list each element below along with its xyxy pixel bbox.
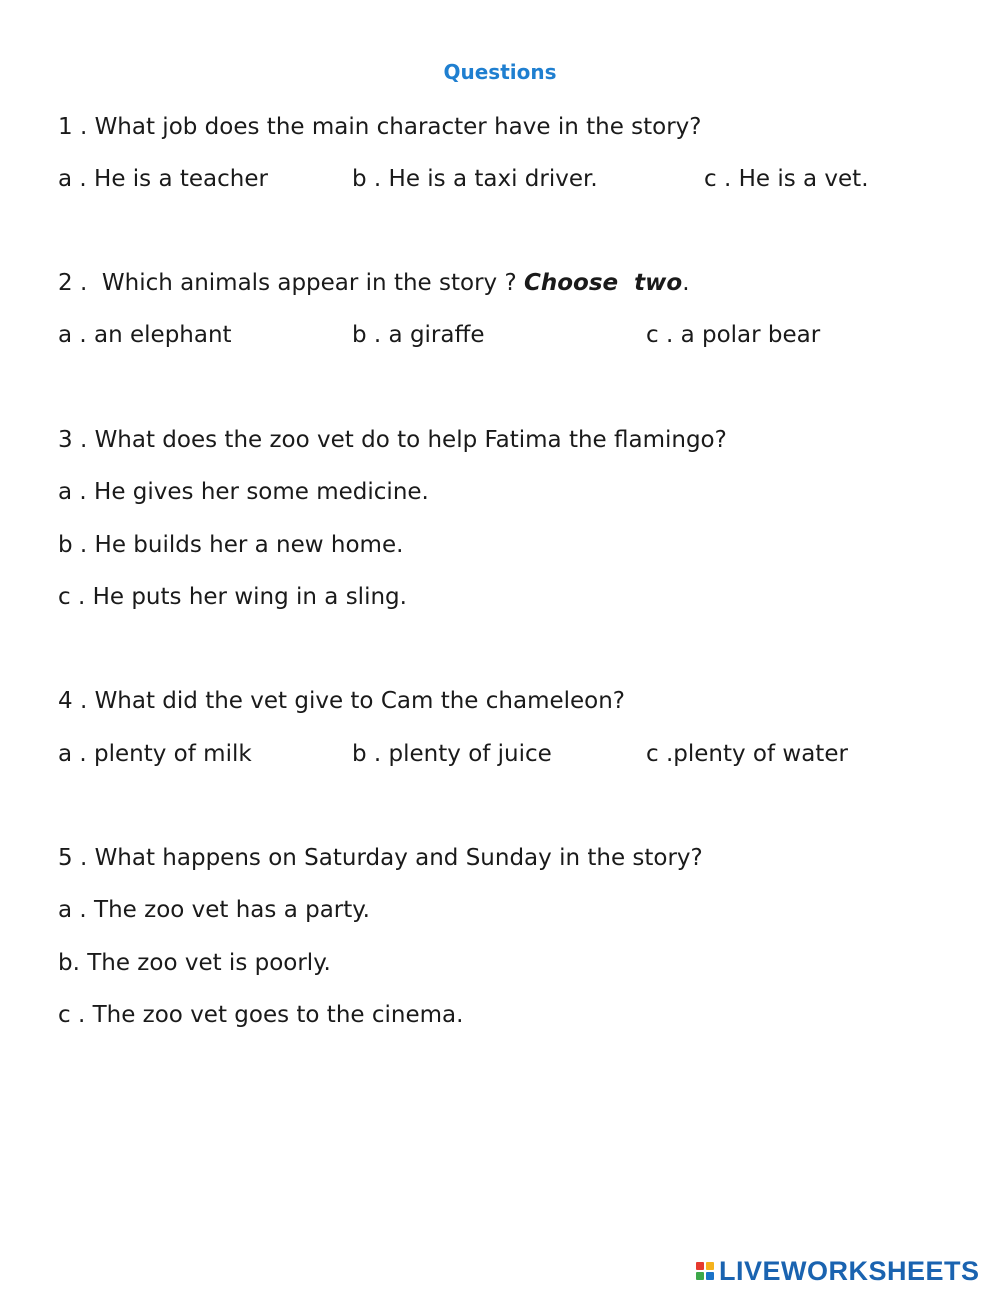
logo-block-red [696, 1262, 704, 1270]
question-2-option-c[interactable]: c . a polar bear [646, 322, 821, 348]
question-3-option-a[interactable]: a . He gives her some medicine. [58, 479, 429, 505]
question-2-text-main: 2 . Which animals appear in the story ? [58, 270, 524, 296]
logo-text: LIVEWORKSHEETS [719, 1255, 980, 1286]
question-5-option-c[interactable]: c . The zoo vet goes to the cinema. [58, 1002, 464, 1028]
liveworksheets-logo [696, 1254, 980, 1288]
question-4-option-c[interactable]: c .plenty of water [646, 741, 848, 767]
question-2-text [58, 268, 690, 298]
logo-block-yellow [706, 1262, 714, 1270]
question-1-option-b[interactable]: b . He is a taxi driver. [352, 166, 598, 192]
question-4-option-a[interactable]: a . plenty of milk [58, 741, 252, 767]
question-5-option-a[interactable]: a . The zoo vet has a party. [58, 897, 370, 923]
question-1-text: 1 . What job does the main character have in the story? [58, 114, 702, 140]
question-1-option-a[interactable]: a . He is a teacher [58, 166, 268, 192]
question-5-text: 5 . What happens on Saturday and Sunday in the story? [58, 845, 703, 871]
question-3-text: 3 . What does the zoo vet do to help Fatima the flamingo? [58, 427, 727, 453]
question-3-option-b[interactable]: b . He builds her a new home. [58, 532, 404, 558]
question-1-option-c[interactable]: c . He is a vet. [704, 166, 869, 192]
question-4-text: 4 . What did the vet give to Cam the chameleon? [58, 688, 626, 714]
logo-block-blue [706, 1272, 714, 1280]
question-2-option-a[interactable]: a . an elephant [58, 322, 232, 348]
question-2-text-end: . [682, 270, 690, 296]
question-2-option-b[interactable]: b . a giraffe [352, 322, 485, 348]
worksheet-title: Questions [443, 60, 557, 84]
logo-block-green [696, 1272, 704, 1280]
question-2-emphasis: Choose two [523, 270, 683, 296]
question-4-option-b[interactable]: b . plenty of juice [352, 741, 552, 767]
question-5-option-b[interactable]: b. The zoo vet is poorly. [58, 950, 331, 976]
logo-blocks-icon [696, 1262, 714, 1280]
question-3-option-c[interactable]: c . He puts her wing in a sling. [58, 584, 407, 610]
